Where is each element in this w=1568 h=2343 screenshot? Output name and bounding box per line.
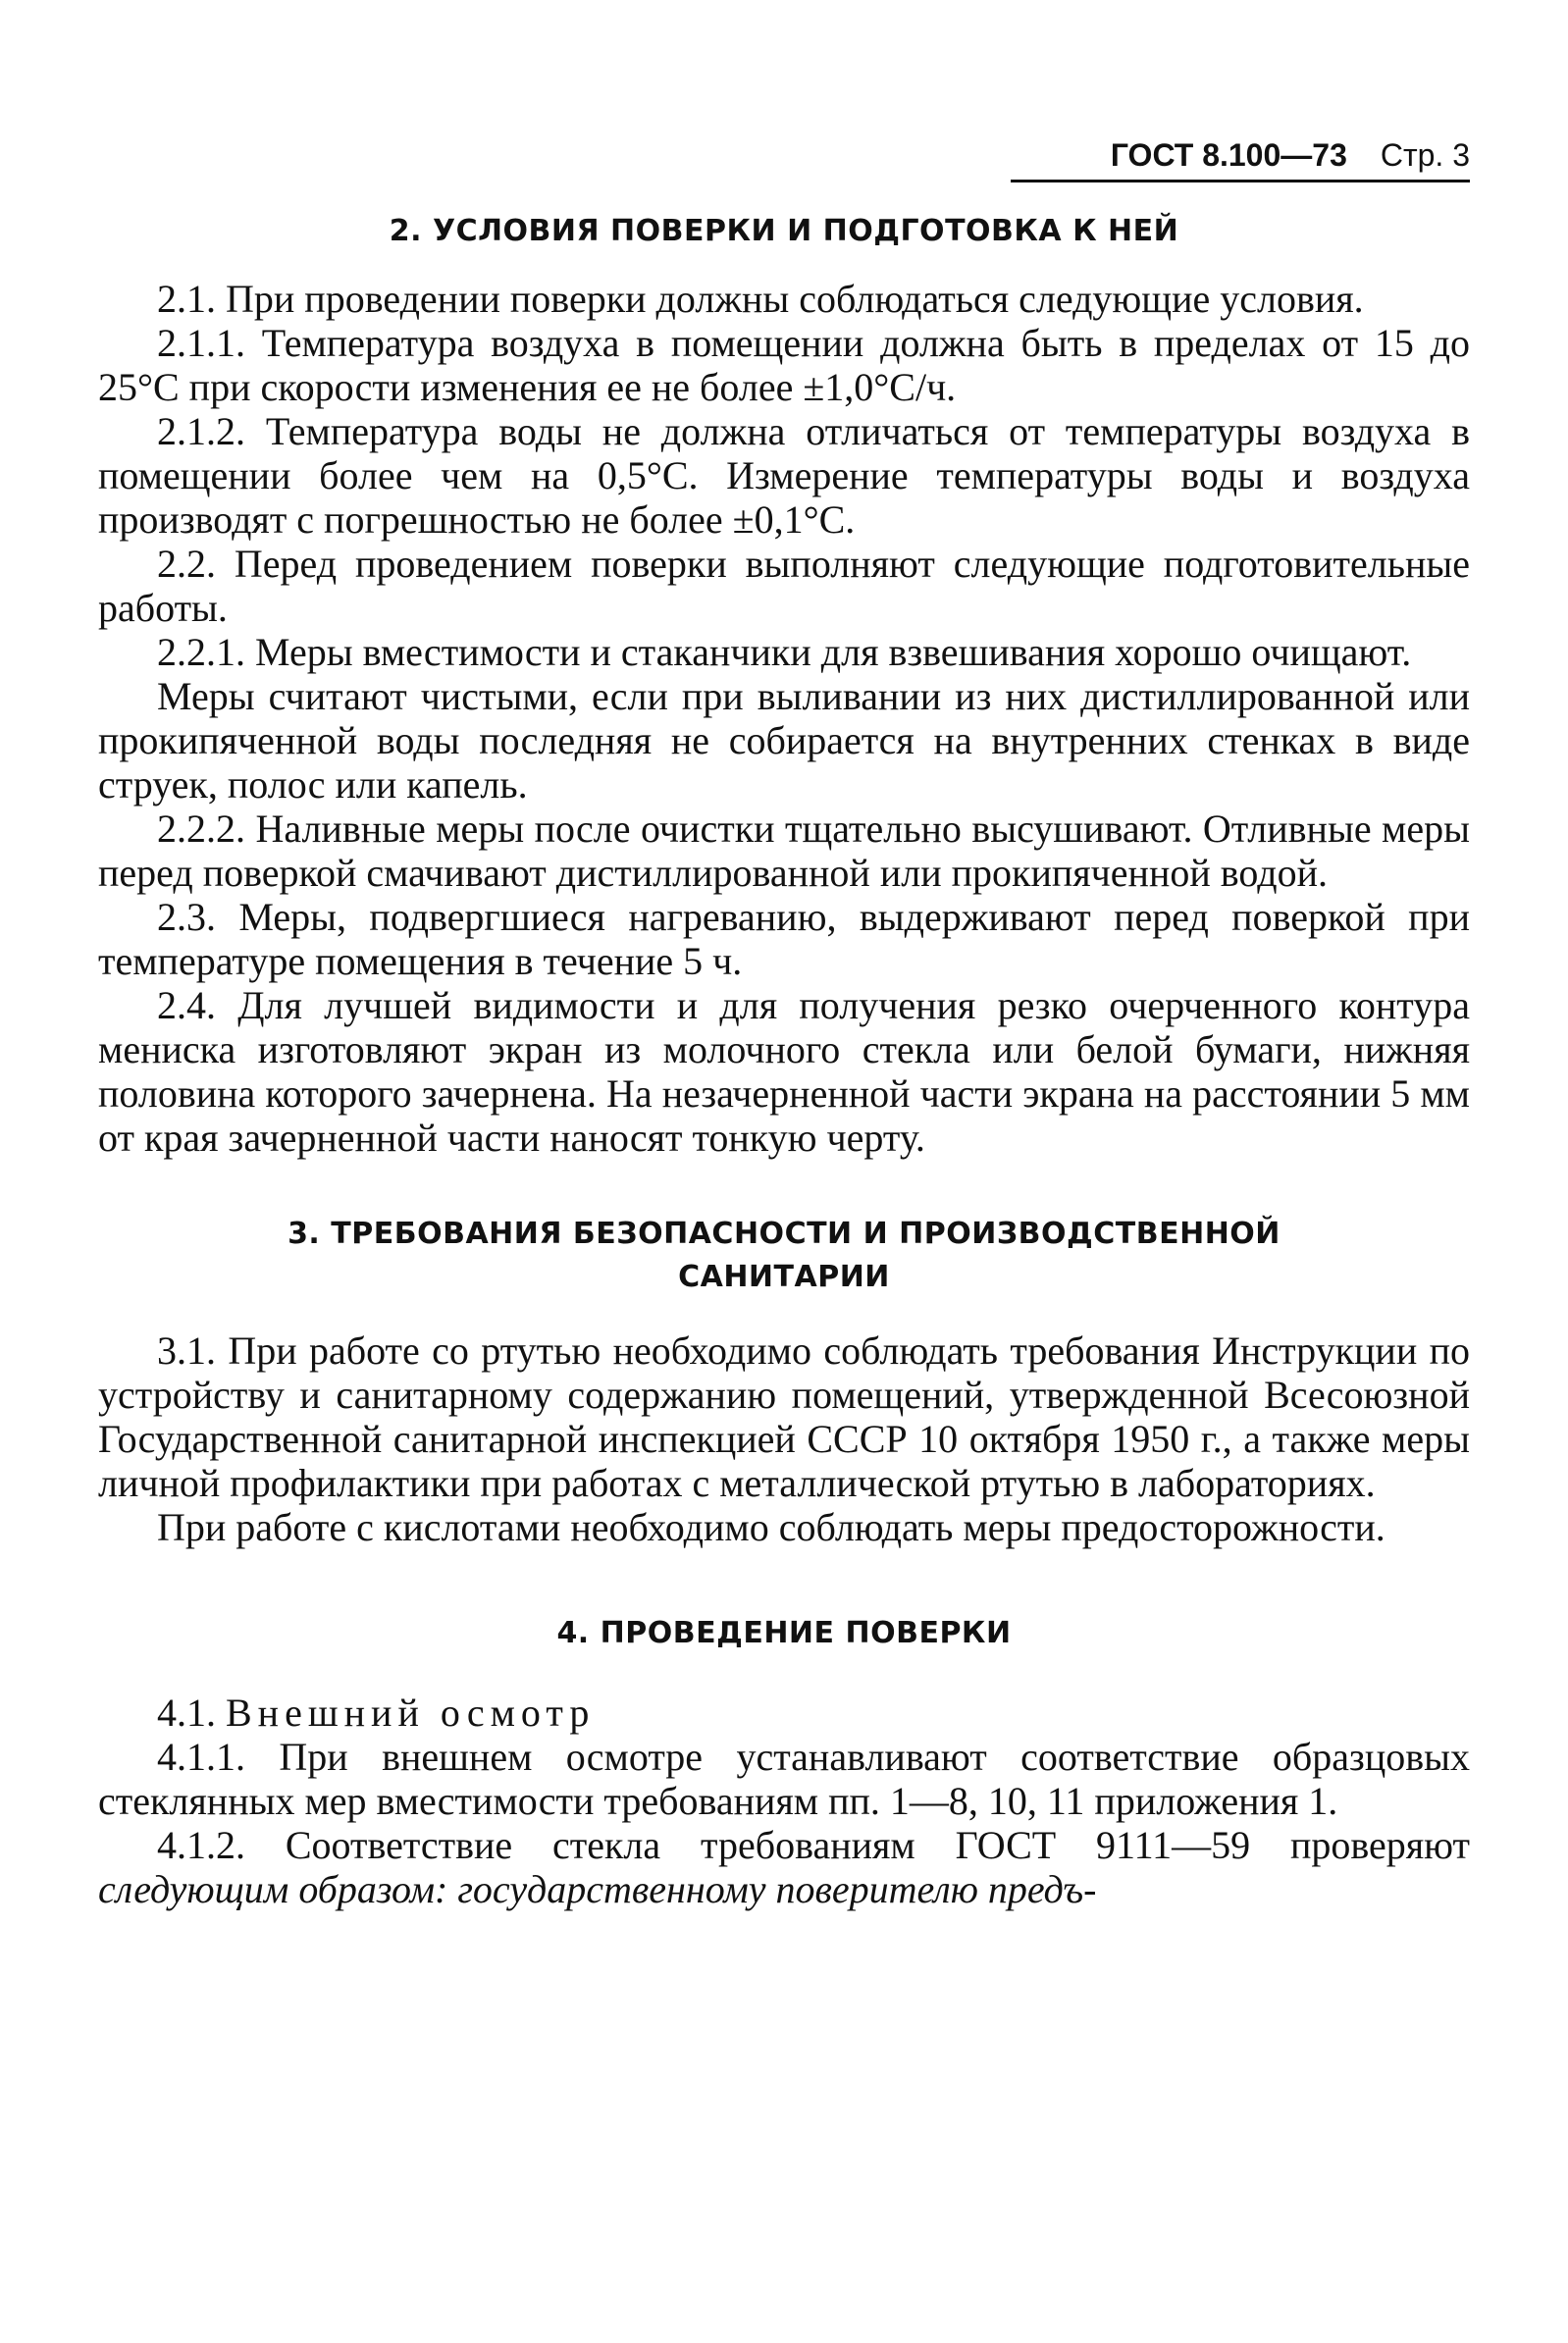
section-4-body xyxy=(98,1691,1470,1911)
paragraph-2-2-2: 2.2.2. Наливные меры после очистки тщательно высушивают. Отливные меры перед поверкой смачивают дистиллированной или прокипяченной водой. xyxy=(98,807,1470,895)
running-header xyxy=(1011,137,1470,182)
paragraph-4-1-2 xyxy=(98,1823,1470,1911)
paragraph-2-3: 2.3. Меры, подвергшиеся нагреванию, выдерживают перед поверкой при температуре помещения в течение 5 ч. xyxy=(98,895,1470,983)
paragraph-4-1-2-text: 4.1.2. Соответствие стекла требованиям ГОСТ 9111—59 проверяют xyxy=(157,1823,1470,1867)
paragraph-acids: При работе с кислотами необходимо соблюдать меры предосторожности. xyxy=(157,1505,1385,1549)
section-2-body xyxy=(98,277,1470,1160)
paragraph-2-2: 2.2. Перед проведением поверки выполняют следующие подготовительные работы. xyxy=(98,542,1470,630)
document-page xyxy=(98,137,1470,1911)
section-4-title: 4. ПРОВЕДЕНИЕ ПОВЕРКИ xyxy=(556,1616,1012,1650)
paragraph-clean-criteria: Меры считают чистыми, если при выливании из них дистиллированной или прокипяченной воды последняя не собирается на внутренних стенках в виде струек, полос или капель. xyxy=(98,674,1470,807)
paragraph-4-1-1: 4.1.1. При внешнем осмотре устанавливают соответствие образцовых стеклянных мер вместимости требованиям пп. 1—8, 10, 11 приложения 1. xyxy=(98,1735,1470,1823)
subheading-4-1 xyxy=(98,1691,1470,1735)
paragraph-2-1: 2.1. При проведении поверки должны соблюдаться следующие условия. xyxy=(157,277,1364,321)
paragraph-2-1-1: 2.1.1. Температура воздуха в помещении должна быть в пределах от 15 до 25°С при скорости изменения ее не более ±1,0°С/ч. xyxy=(98,321,1470,409)
paragraph-3-1: 3.1. При работе со ртутью необходимо соблюдать требования Инструкции по устройству и санитарному содержанию помещений, утвержденной Всесоюзной Государственной санитарной инспекцией СССР 10 октября 1950 г., а также меры личной профилактики при работах с металлической ртутью в лабораториях. xyxy=(98,1328,1470,1505)
section-3-title-line-2: САНИТАРИИ xyxy=(678,1260,890,1294)
section-2-title: 2. УСЛОВИЯ ПОВЕРКИ И ПОДГОТОВКА К НЕЙ xyxy=(389,214,1179,248)
page-number: Стр. 3 xyxy=(1380,137,1470,173)
paragraph-2-1-2: 2.1.2. Температура воды не должна отличаться от температуры воздуха в помещении более чем на 0,5°С. Измерение температуры воды и воздуха производят с погрешностью не более ±0,1°С. xyxy=(98,409,1470,542)
subheading-number: 4.1. xyxy=(157,1691,216,1735)
section-3-title-line-1: 3. ТРЕБОВАНИЯ БЕЗОПАСНОСТИ И ПРОИЗВОДСТВЕННОЙ xyxy=(287,1217,1281,1251)
paragraph-4-1-2-italic: следующим образом: государственному поверителю предъ- xyxy=(98,1867,1097,1911)
standard-number: ГОСТ 8.100—73 xyxy=(1110,137,1347,173)
section-3-body xyxy=(98,1328,1470,1549)
paragraph-2-4: 2.4. Для лучшей видимости и для получения резко очерченного контура мениска изготовляют экран из молочного стекла или белой бумаги, нижняя половина которого зачернена. На незачерненной части экрана на расстоянии 5 мм от края зачерненной части наносят тонкую черту. xyxy=(98,983,1470,1160)
subheading-text: Внешний осмотр xyxy=(226,1691,596,1735)
paragraph-2-2-1: 2.2.1. Меры вместимости и стаканчики для взвешивания хорошо очищают. xyxy=(157,630,1412,674)
section-3-title xyxy=(98,1213,1470,1299)
